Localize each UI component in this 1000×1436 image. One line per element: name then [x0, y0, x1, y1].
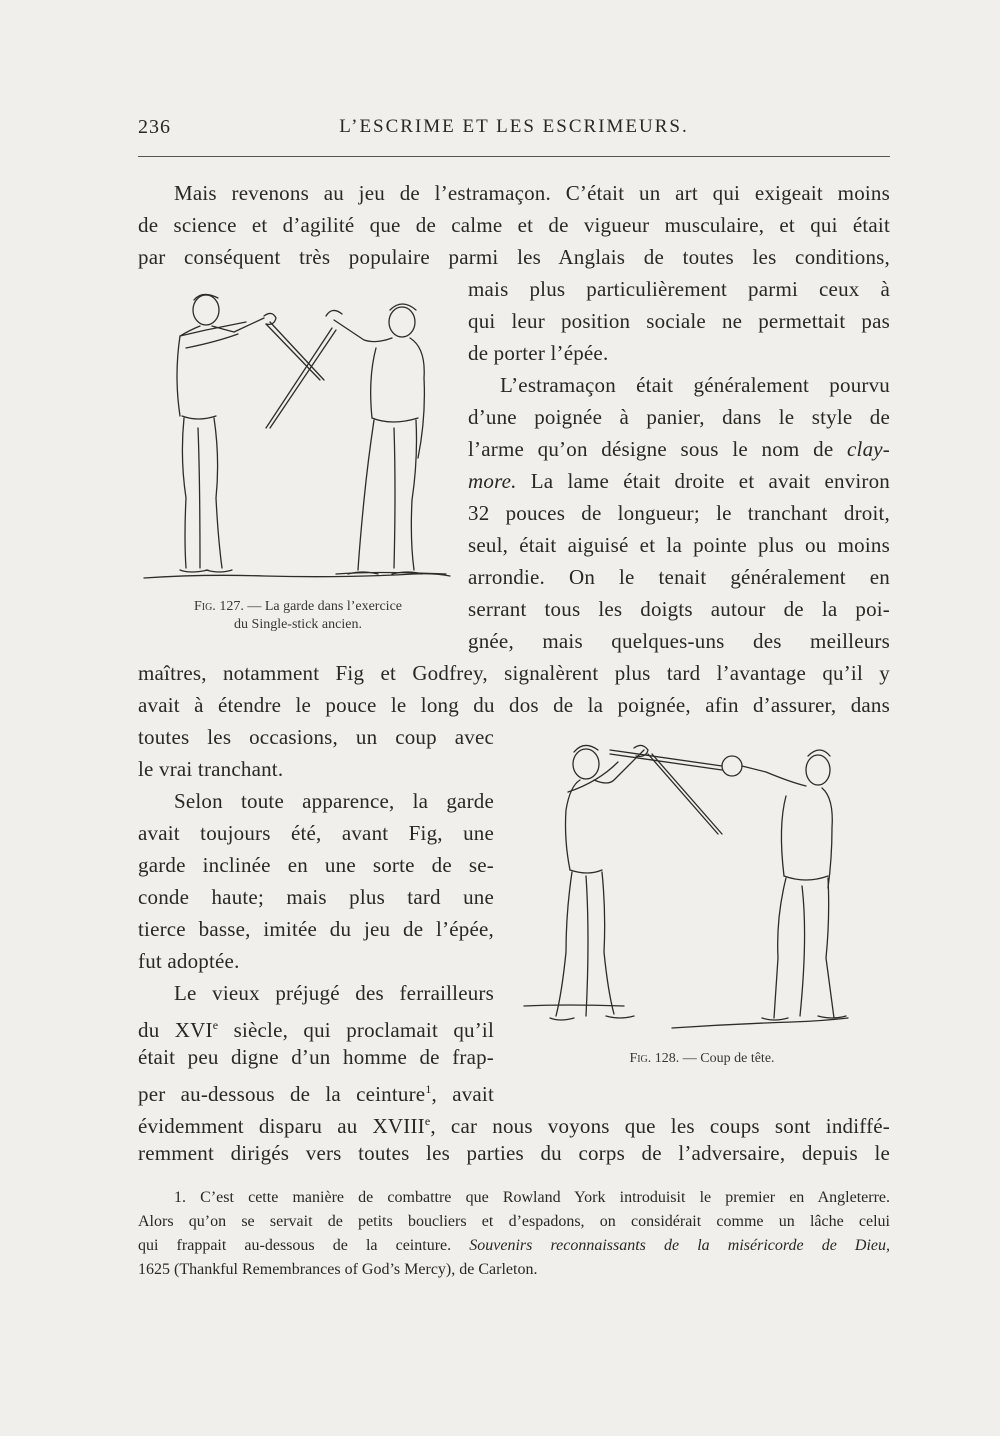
body-line: de science et d’agilité que de calme et de vigueur musculaire, et qui était [138, 213, 890, 237]
page-number: 236 [138, 116, 171, 138]
body-line: gnée, mais quelques-uns des meilleurs [468, 629, 890, 653]
footnote-line: Alors qu’on se servait de petits boucliers et d’espadons, on considérait comme un lâche celui [138, 1213, 890, 1230]
body-line: serrant tous les doigts autour de la poi- [468, 597, 890, 621]
footnote-line: 1. C’est cette manière de combattre que Rowland York introduisit le premier en Angleterre. [174, 1189, 890, 1206]
body-line: avait toujours été, avant Fig, une [138, 821, 494, 845]
figure-127-illustration [140, 288, 456, 588]
body-line: per au-dessous de la ceinture$^1$, avait [138, 1082, 494, 1106]
body-line: conde haute; mais plus tard une [138, 885, 494, 909]
body-line: 32 pouces de longueur; le tranchant droit, [468, 501, 890, 525]
body-line: more. La lame était droite et avait environ [468, 469, 890, 493]
body-line: Selon toute apparence, la garde [174, 789, 494, 813]
body-line: qui leur position sociale ne permettait pas [468, 309, 890, 333]
body-line: Le vieux préjugé des ferrailleurs [174, 981, 494, 1005]
figure-127-caption [150, 598, 446, 634]
body-line: l’arme qu’on désigne sous le nom de clay- [468, 437, 891, 461]
body-line: mais plus particulièrement parmi ceux à [468, 277, 890, 301]
running-title: L’ESCRIME ET LES ESCRIMEURS. [339, 116, 689, 137]
body-line: évidemment disparu au XVIIIe, car nous voyons que les coups sont indiffé- [138, 1114, 890, 1138]
body-line: L’estramaçon était généralement pourvu [500, 373, 890, 397]
body-line: toutes les occasions, un coup avec [138, 725, 494, 749]
body-line: de porter l’épée. [468, 341, 609, 365]
body-line: seul, était aiguisé et la pointe plus ou moins [468, 533, 890, 557]
body-line: maîtres, notamment Fig et Godfrey, signalèrent plus tard l’avantage qu’il y [138, 661, 890, 685]
page-header [138, 116, 890, 146]
body-line: arrondie. On le tenait généralement en [468, 565, 890, 589]
body-line: du XVIe siècle, qui proclamait qu’il [138, 1018, 494, 1042]
body-line: remment dirigés vers toutes les parties du corps de l’adversaire, depuis le [138, 1141, 890, 1165]
body-line: le vrai tranchant. [138, 757, 284, 781]
body-line: avait à étendre le pouce le long du dos de la poignée, afin d’assurer, dans [138, 693, 890, 717]
body-line: d’une poignée à panier, dans le style de [468, 405, 890, 429]
figure-128-illustration [522, 736, 852, 1036]
caption-line: Fig. 127. — La garde dans l’exercice [193, 599, 403, 614]
body-line: fut adoptée. [138, 949, 240, 973]
body-line: était peu digne d’un homme de frap- [138, 1045, 494, 1069]
body-line: Mais revenons au jeu de l’estramaçon. C’était un art qui exigeait moins [174, 181, 890, 205]
header-rule [138, 156, 890, 157]
caption-line: du Single-stick ancien. [234, 617, 362, 632]
footnote-line: qui frappait au-dessous de la ceinture. Souvenirs reconnaissants de la miséricorde de Dieu, [138, 1237, 891, 1254]
body-line: par conséquent très populaire parmi les Anglais de toutes les conditions, [138, 245, 890, 269]
body-line: tierce basse, imitée du jeu de l’épée, [138, 917, 494, 941]
body-line: garde inclinée en une sorte de se- [138, 853, 494, 877]
footnote-ref: 1 [425, 1082, 432, 1096]
footnote-line: 1625 (Thankful Remembrances of God’s Mercy), de Carleton. [138, 1261, 538, 1278]
figure-128-caption: Fig. 128. — Coup de tête. [629, 1051, 775, 1066]
